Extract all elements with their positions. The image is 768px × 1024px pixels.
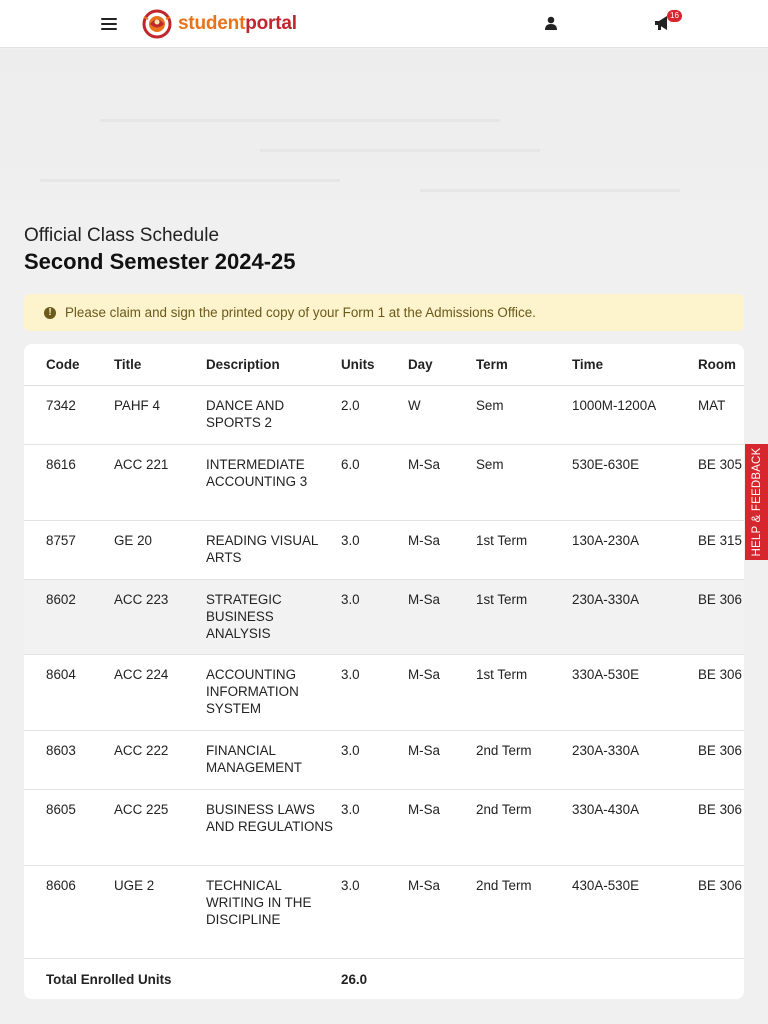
cell-time: 230A-330A [572,580,698,655]
page-title: Official Class Schedule [24,225,220,246]
schedule-table-card [24,344,744,999]
cell-units: 3.0 [341,521,408,580]
cell-term: 1st Term [476,521,572,580]
col-units: Units [341,344,408,386]
cell-description: STRATEGIC BUSINESS ANALYSIS [206,580,341,655]
table-row [24,866,744,959]
col-description: Description [206,344,341,386]
logo-text: studentportal [178,13,297,34]
cell-title: ACC 221 [114,445,206,521]
cell-room: BE 315 [698,521,744,580]
table-row [24,580,744,655]
schedule-table [24,344,744,999]
col-title: Title [114,344,206,386]
cell-title: ACC 223 [114,580,206,655]
table-header-row [24,344,744,386]
cell-room: BE 306 [698,731,744,790]
cell-title: ACC 224 [114,655,206,731]
cell-room: MAT [698,386,744,445]
table-row [24,521,744,580]
cell-code: 8616 [24,445,114,521]
banner-area [0,49,768,229]
cell-term: Sem [476,445,572,521]
cell-room: BE 306 [698,580,744,655]
cell-title: ACC 225 [114,790,206,866]
cell-description: ACCOUNTING INFORMATION SYSTEM [206,655,341,731]
col-term: Term [476,344,572,386]
cell-code: 8757 [24,521,114,580]
cell-units: 3.0 [341,580,408,655]
notice-banner [24,294,744,331]
semester-title: Second Semester 2024-25 [24,249,296,274]
cell-term: 2nd Term [476,790,572,866]
cell-units: 3.0 [341,790,408,866]
cell-room: BE 306 [698,866,744,959]
cell-time: 430A-530E [572,866,698,959]
cell-description: DANCE AND SPORTS 2 [206,386,341,445]
cell-title: ACC 222 [114,731,206,790]
cell-day: M-Sa [408,731,476,790]
cell-term: 1st Term [476,580,572,655]
top-navbar [0,0,768,48]
notification-badge: 16 [667,10,682,22]
cell-description: READING VISUAL ARTS [206,521,341,580]
cell-term: 2nd Term [476,731,572,790]
table-row [24,386,744,445]
cell-units: 3.0 [341,655,408,731]
total-label: Total Enrolled Units [24,959,341,1000]
cell-code: 8603 [24,731,114,790]
cell-room: BE 306 [698,790,744,866]
logo-emblem-icon [140,9,180,39]
cell-time: 330A-530E [572,655,698,731]
exclamation-circle-icon: ! [44,307,56,319]
cell-day: M-Sa [408,866,476,959]
cell-day: M-Sa [408,445,476,521]
notice-text: Please claim and sign the printed copy of your Form 1 at the Admissions Office. [65,305,536,320]
cell-units: 3.0 [341,866,408,959]
cell-time: 230A-330A [572,731,698,790]
cell-description: INTERMEDIATE ACCOUNTING 3 [206,445,341,521]
cell-units: 3.0 [341,731,408,790]
cell-description: FINANCIAL MANAGEMENT [206,731,341,790]
cell-room: BE 306 [698,655,744,731]
table-row [24,655,744,731]
cell-time: 1000M-1200A [572,386,698,445]
col-day: Day [408,344,476,386]
student-portal-logo[interactable] [140,8,297,40]
col-room: Room [698,344,744,386]
cell-time: 130A-230A [572,521,698,580]
total-row [24,959,744,1000]
cell-day: M-Sa [408,521,476,580]
col-time: Time [572,344,698,386]
cell-time: 330A-430A [572,790,698,866]
cell-description: TECHNICAL WRITING IN THE DISCIPLINE [206,866,341,959]
cell-day: M-Sa [408,655,476,731]
cell-time: 530E-630E [572,445,698,521]
table-row [24,790,744,866]
cell-term: 1st Term [476,655,572,731]
cell-term: 2nd Term [476,866,572,959]
cell-units: 6.0 [341,445,408,521]
help-feedback-tab[interactable] [745,444,768,560]
cell-code: 8606 [24,866,114,959]
table-row [24,731,744,790]
total-units: 26.0 [341,959,408,1000]
cell-day: M-Sa [408,790,476,866]
cell-code: 7342 [24,386,114,445]
help-feedback-label: HELP & FEEDBACK [750,447,763,557]
cell-code: 8602 [24,580,114,655]
cell-units: 2.0 [341,386,408,445]
cell-code: 8605 [24,790,114,866]
cell-description: BUSINESS LAWS AND REGULATIONS [206,790,341,866]
cell-day: W [408,386,476,445]
cell-title: GE 20 [114,521,206,580]
cell-title: PAHF 4 [114,386,206,445]
cell-term: Sem [476,386,572,445]
menu-icon[interactable] [101,16,117,30]
col-code: Code [24,344,114,386]
cell-code: 8604 [24,655,114,731]
cell-title: UGE 2 [114,866,206,959]
cell-day: M-Sa [408,580,476,655]
cell-room: BE 305 [698,445,744,521]
user-icon[interactable] [543,15,559,31]
table-row [24,445,744,521]
